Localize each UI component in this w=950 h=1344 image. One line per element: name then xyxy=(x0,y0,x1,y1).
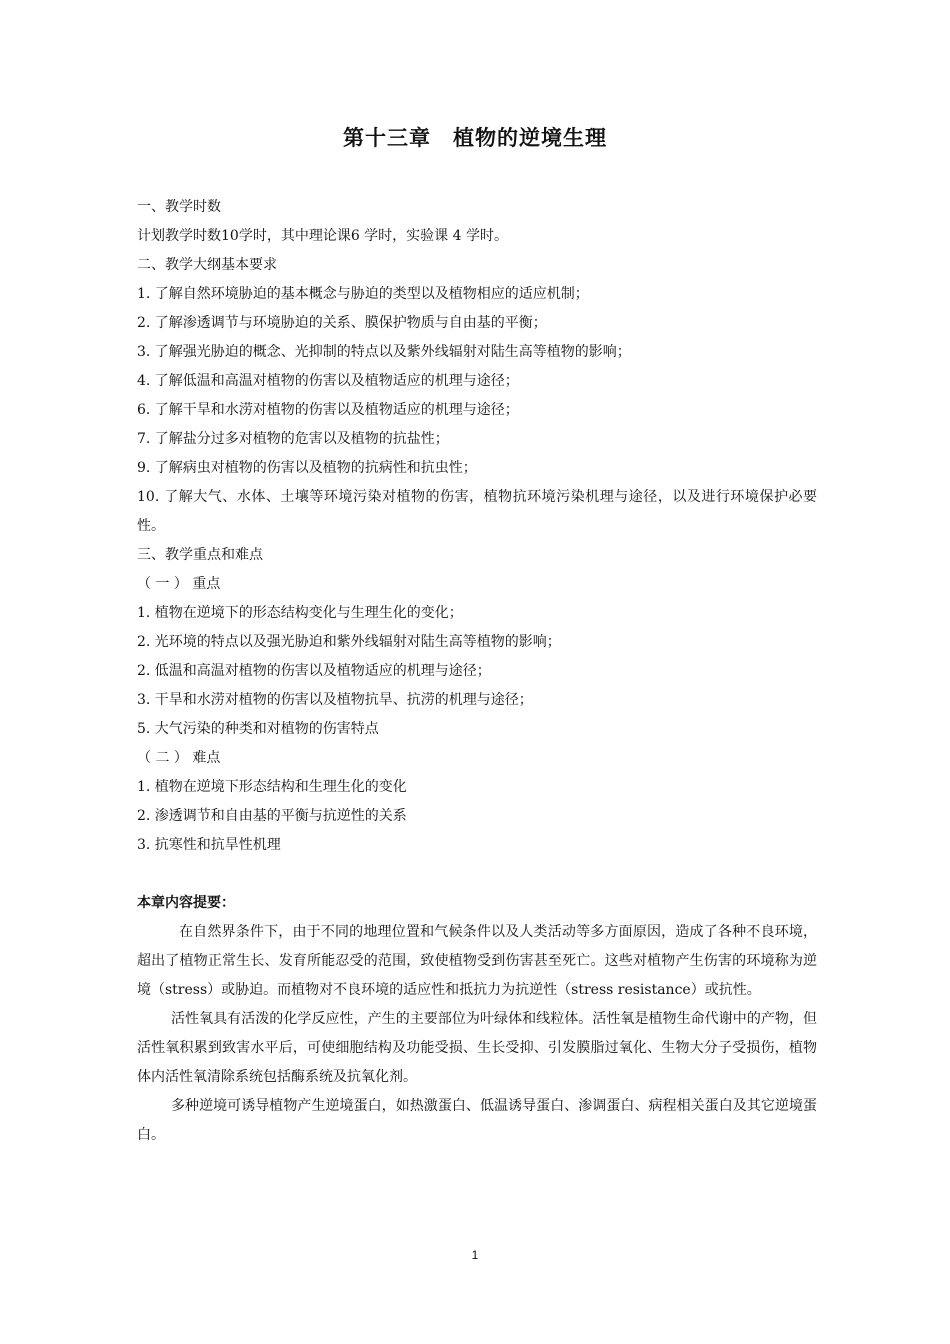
key-point-item: 2. 低温和高温对植物的伤害以及植物适应的机理与途径； xyxy=(137,663,491,679)
key-point-item: 2. 光环境的特点以及强光胁迫和紫外线辐射对陆生高等植物的影响； xyxy=(137,634,561,650)
key-point-item: 3. 干旱和水涝对植物的伤害以及植物抗旱、抗涝的机理与途径； xyxy=(137,692,533,708)
summary-heading: 本章内容提要： xyxy=(137,895,235,911)
page-number: 1 xyxy=(471,1248,479,1262)
chapter-title: 第十三章 植物的逆境生理 xyxy=(343,126,607,150)
requirement-item: 1. 了解自然环境胁迫的基本概念与胁迫的类型以及植物相应的适应机制； xyxy=(137,286,589,302)
section-heading-requirements: 二、教学大纲基本要求 xyxy=(137,257,277,273)
difficulty-item: 1. 植物在逆境下形态结构和生理生化的变化 xyxy=(137,779,407,795)
teaching-hours-text: 计划教学时数10学时，其中理论课6 学时，实验课 4 学时。 xyxy=(137,228,508,244)
section-heading-teaching-hours: 一、教学时数 xyxy=(137,199,221,215)
summary-paragraph: 活性氧具有活泼的化学反应性，产生的主要部位为叶绿体和线粒体。活性氧是植物生命代谢中的产物，但活性氧积累到致害水平后，可使细胞结构及功能受损、生长受抑、引发膜脂过氧化、生物大分子受损伤，植物体内活性氧清除系统包括酶系统及抗氧化剂。 xyxy=(137,1011,817,1085)
requirement-item: 9. 了解病虫对植物的伤害以及植物的抗病性和抗虫性； xyxy=(137,460,477,476)
difficulty-item: 2. 渗透调节和自由基的平衡与抗逆性的关系 xyxy=(137,808,407,824)
requirement-item: 10. 了解大气、水体、土壤等环境污染对植物的伤害，植物抗环境污染机理与途径，以及进行环境保护必要性。 xyxy=(137,489,817,534)
spacer xyxy=(137,860,817,889)
summary-paragraph: 多种逆境可诱导植物产生逆境蛋白，如热激蛋白、低温诱导蛋白、渗调蛋白、病程相关蛋白及其它逆境蛋白。 xyxy=(137,1098,817,1143)
requirement-item: 2. 了解渗透调节与环境胁迫的关系、膜保护物质与自由基的平衡； xyxy=(137,315,547,331)
key-points-subheading: （ 一 ） 重点 xyxy=(137,576,221,592)
summary-paragraph: 在自然界条件下，由于不同的地理位置和气候条件以及人类活动等多方面原因，造成了各种不良环境，超出了植物正常生长、发育所能忍受的范围，致使植物受到伤害甚至死亡。这些对植物产生伤害的环境称为逆境（stress）或胁迫。而植物对不良环境的适应性和抵抗力为抗逆性（stress resistance）或抗性。 xyxy=(137,924,817,998)
document-body xyxy=(137,193,817,1150)
key-point-item: 5. 大气污染的种类和对植物的伤害特点 xyxy=(137,721,379,737)
requirement-item: 3. 了解强光胁迫的概念、光抑制的特点以及紫外线辐射对陆生高等植物的影响； xyxy=(137,344,631,360)
section-heading-key-points: 三、教学重点和难点 xyxy=(137,547,263,563)
requirement-item: 6. 了解干旱和水涝对植物的伤害以及植物适应的机理与途径； xyxy=(137,402,519,418)
difficulty-item: 3. 抗寒性和抗旱性机理 xyxy=(137,837,281,853)
key-point-item: 1. 植物在逆境下的形态结构变化与生理生化的变化； xyxy=(137,605,463,621)
requirement-item: 7. 了解盐分过多对植物的危害以及植物的抗盐性； xyxy=(137,431,449,447)
difficulty-subheading: （ 二 ） 难点 xyxy=(137,750,221,766)
requirement-item: 4. 了解低温和高温对植物的伤害以及植物适应的机理与途径； xyxy=(137,373,519,389)
